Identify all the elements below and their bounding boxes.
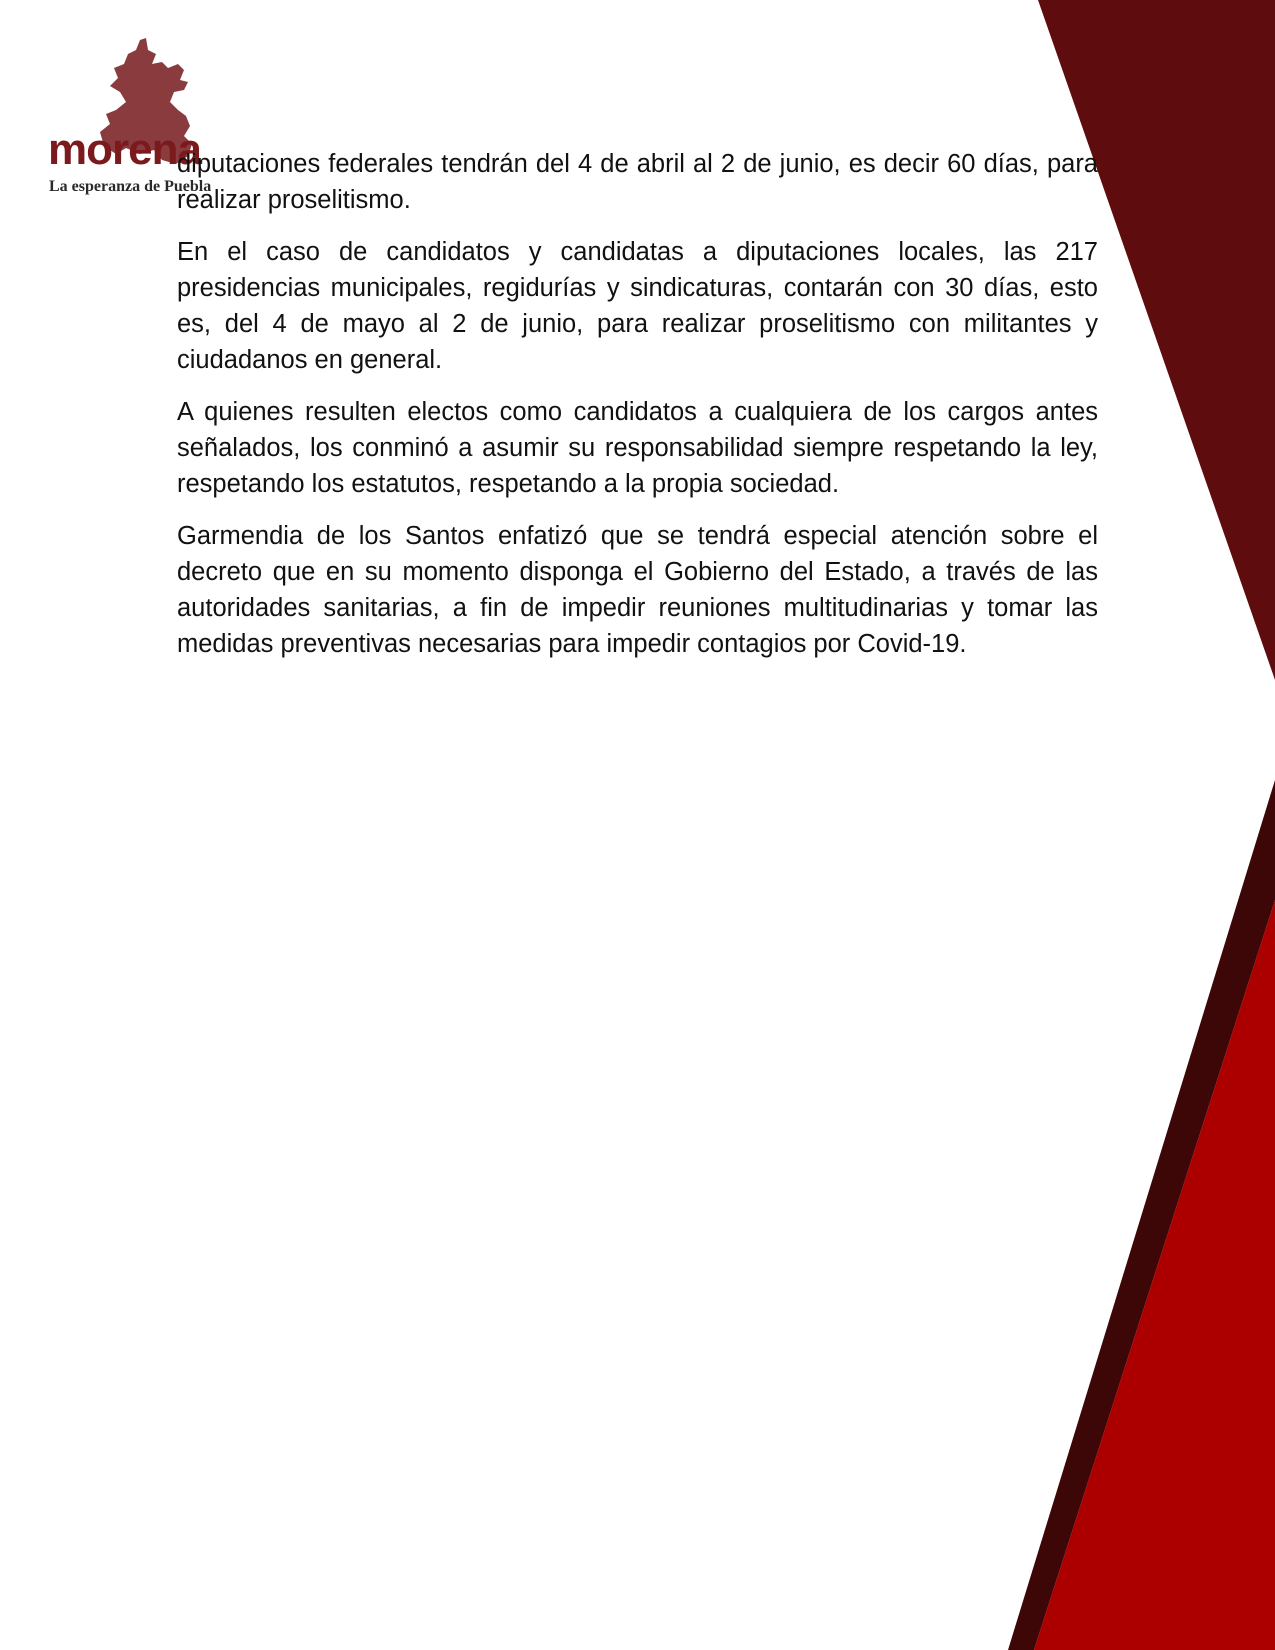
paragraph-3: A quienes resulten electos como candidatos a cualquiera de los cargos antes señalados, los conminó a asumir su responsabilidad siempre respetando la ley, respetando los estatutos, respetando a la propia sociedad. <box>177 398 1098 498</box>
document-body <box>177 146 1098 678</box>
paragraph-1: diputaciones federales tendrán del 4 de abril al 2 de junio, es decir 60 días, para realizar proselitismo. <box>177 150 1098 214</box>
logo-wordmark: morena <box>48 125 201 174</box>
paragraph-2: En el caso de candidatos y candidatas a diputaciones locales, las 217 presidencias municipales, regidurías y sindicaturas, contarán con 30 días, esto es, del 4 de mayo al 2 de junio, para realizar proselitismo con militantes y ciudadanos en general. <box>177 238 1098 374</box>
logo-tagline: La esperanza de Puebla <box>49 178 212 195</box>
paragraph-4: Garmendia de los Santos enfatizó que se tendrá especial atención sobre el decreto que en su momento disponga el Gobierno del Estado, a través de las autoridades sanitarias, a fin de impedir reuniones multitudinarias y tomar las medidas preventivas necesarias para impedir contagios por Covid-19. <box>177 522 1098 658</box>
